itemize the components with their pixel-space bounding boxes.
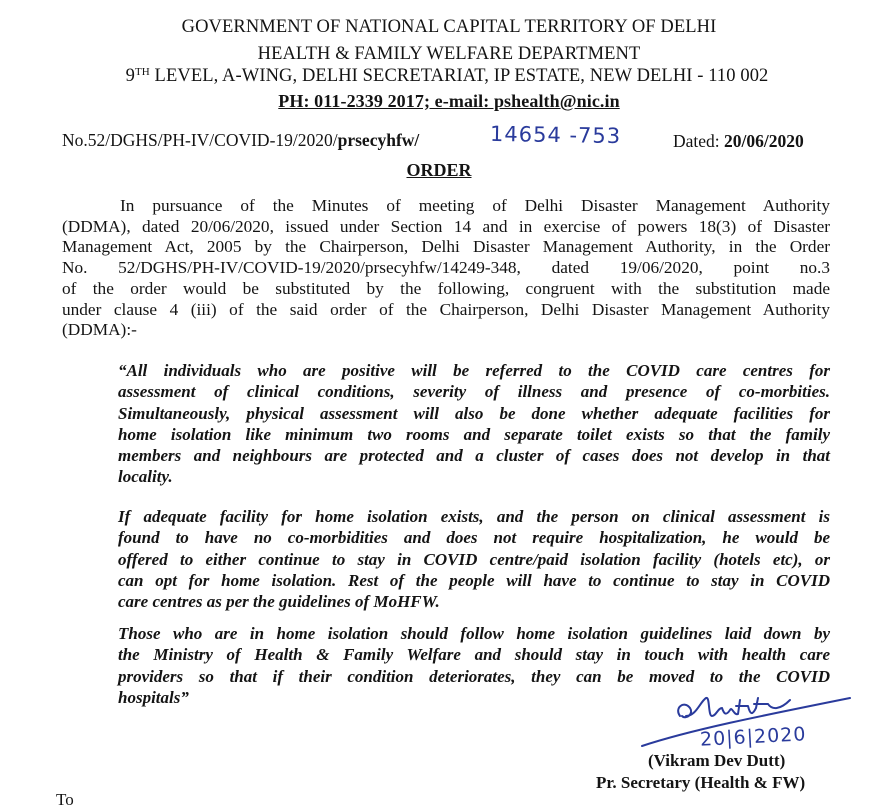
quote-paragraph-2 xyxy=(118,506,830,612)
quote-line: providers so that if their condition deteriorates, they can be moved to the COVID xyxy=(118,666,830,686)
quote-line: home isolation like minimum two rooms and separate toilet exists so that the family xyxy=(118,424,830,444)
quote-line: found to have no co-morbidities and does not require hospitalization, he would be xyxy=(118,528,830,548)
handwritten-signature-date: 20|6|2020 xyxy=(699,723,807,751)
reference-bold: prsecyhfw/ xyxy=(337,130,420,150)
header-department: HEALTH & FAMILY WELFARE DEPARTMENT xyxy=(257,44,641,64)
header-government: GOVERNMENT OF NATIONAL CAPITAL TERRITORY OF DELHI xyxy=(181,17,717,37)
reference-number xyxy=(62,130,419,151)
quote-line: members and neighbours are protected and a cluster of cases does not develop in that xyxy=(118,446,830,466)
quote-line: assessment of clinical conditions, severity of illness and presence of co-morbities. xyxy=(118,382,830,402)
address-level-number: 9 xyxy=(125,66,135,86)
reference-prefix: No.52/DGHS/PH-IV/COVID-19/2020/ xyxy=(62,130,338,150)
dated-label: Dated: xyxy=(673,131,725,151)
intro-line: No. 52/DGHS/PH-IV/COVID-19/2020/prsecyhfw/14249-348, dated 19/06/2020, point no.3 xyxy=(62,258,830,278)
address-rest: LEVEL, A-WING, DELHI SECRETARIAT, IP ESTATE, NEW DELHI - 110 002 xyxy=(149,66,769,86)
quote-line: Those who are in home isolation should follow home isolation guidelines laid down by xyxy=(118,624,830,643)
signatory-designation: Pr. Secretary (Health & FW) xyxy=(596,773,806,792)
quote-paragraph-1 xyxy=(118,360,830,488)
quote-line: Simultaneously, physical assessment will also be done whether adequate facilities for xyxy=(118,403,830,423)
to-label: To xyxy=(56,790,74,809)
quote-line: the Ministry of Health & Family Welfare and should stay in touch with health care xyxy=(118,645,830,665)
quote-line: locality. xyxy=(118,467,173,487)
intro-line: (DDMA), dated 20/06/2020, issued under Section 14 and in exercise of powers 18(3) of Disaster xyxy=(62,216,830,236)
quote-line: care centres as per the guidelines of MoHFW. xyxy=(118,592,440,612)
header-address xyxy=(8,66,878,87)
intro-line: of the order would be substituted by the following, congruent with the substitution made xyxy=(62,278,830,298)
quote-line: offered to either continue to stay in COVID centre/paid isolation facility (hotels etc), or xyxy=(118,549,830,569)
signatory-name: (Vikram Dev Dutt) xyxy=(648,751,786,770)
order-title: ORDER xyxy=(406,160,472,180)
dated-line xyxy=(673,131,804,152)
intro-line: Management Act, 2005 by the Chairperson, Delhi Disaster Management Authority, in the Order xyxy=(62,237,830,257)
quote-line: If adequate facility for home isolation exists, and the person on clinical assessment is xyxy=(118,507,830,526)
intro-line: In pursuance of the Minutes of meeting of Delhi Disaster Management Authority xyxy=(120,196,830,215)
quote-line: hospitals” xyxy=(118,687,189,707)
intro-paragraph xyxy=(62,196,830,341)
quote-line: can opt for home isolation. Rest of the people will have to continue to stay in COVID xyxy=(118,570,830,590)
handwritten-reference-number: 14654 -753 xyxy=(489,121,622,149)
intro-line: (DDMA):- xyxy=(62,320,137,340)
address-level-suffix: TH xyxy=(134,66,150,78)
dated-value: 20/06/2020 xyxy=(724,131,804,151)
quote-line: “All individuals who are positive will be referred to the COVID care centres for xyxy=(118,361,830,380)
header-contact: PH: 011-2339 2017; e-mail: pshealth@nic.in xyxy=(278,91,620,111)
intro-line: under clause 4 (iii) of the said order of the Chairperson, Delhi Disaster Management Authority xyxy=(62,299,830,319)
